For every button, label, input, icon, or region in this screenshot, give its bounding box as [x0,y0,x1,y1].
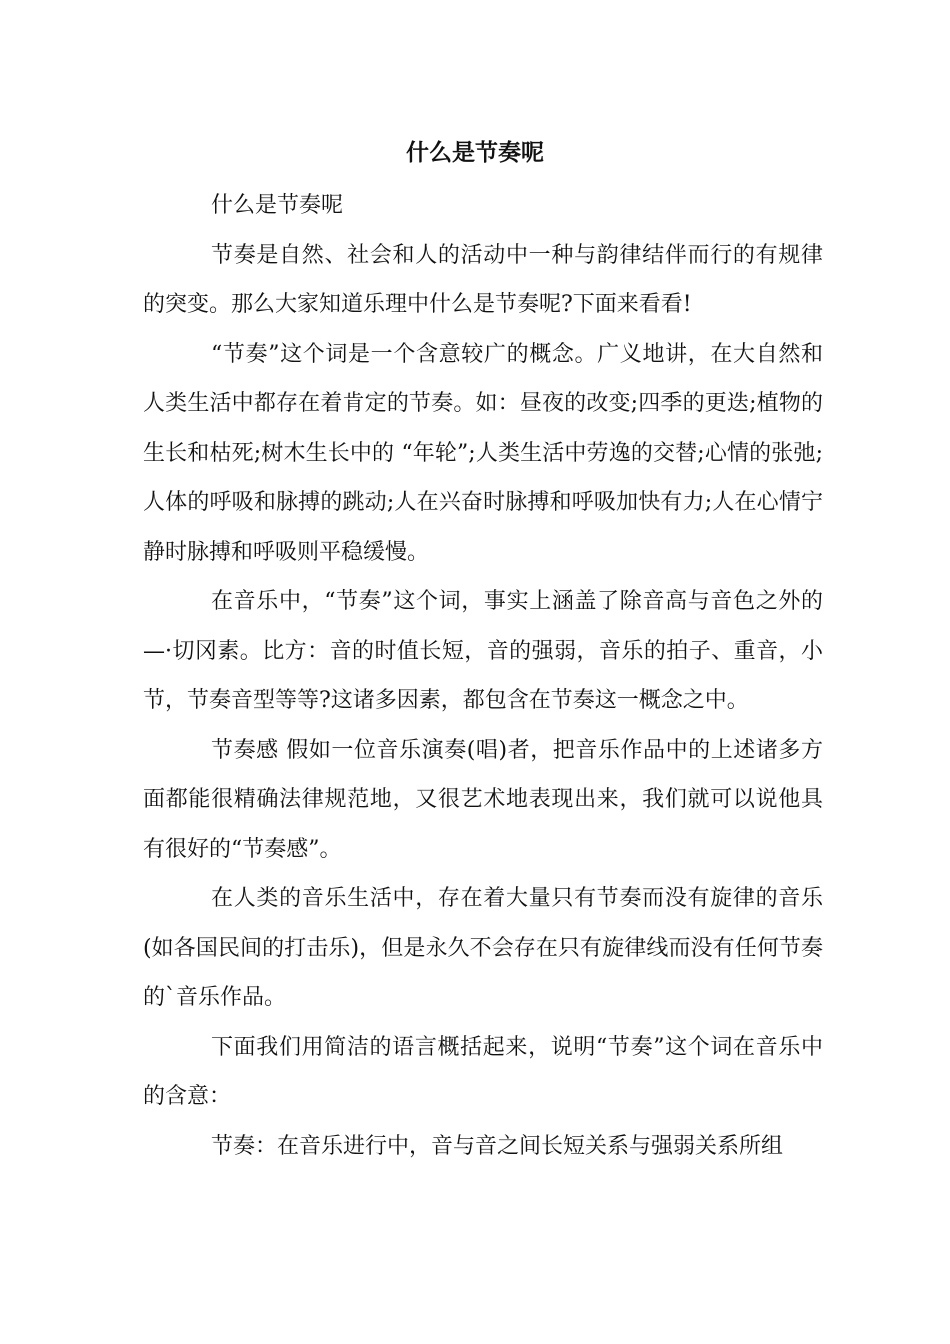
paragraph: “节奏”这个词是一个含意较广的概念。广义地讲，在大自然和人类生活中都存在着肯定的节奏。如：昼夜的改变;四季的更迭;植物的生长和枯死;树木生长中的 “年轮”;人类生活中劳逸的交替;心情的张弛;人体的呼吸和脉搏的跳动;人在兴奋时脉搏和呼吸加快有力;人在心情宁静时脉搏和呼吸则平稳缓慢。 [143,341,823,565]
paragraph: 节奏感 假如一位音乐演奏(唱)者，把音乐作品中的上述诸多方面都能很精确法律规范地，又很艺术地表现出来，我们就可以说他具有很好的“节奏感”。 [143,737,823,862]
document-title: 什么是节奏呢 [406,139,544,166]
paragraph: 节奏：在音乐进行中，音与音之间长短关系与强弱关系所组 [211,1133,784,1159]
paragraph-subtitle: 什么是节奏呢 [211,193,344,218]
document-body [143,181,823,1171]
paragraph: 下面我们用简洁的语言概括起来，说明“节奏”这个词在音乐中的含意： [143,1034,823,1109]
paragraph: 节奏是自然、社会和人的活动中一种与韵律结伴而行的有规律的突变。那么大家知道乐理中什么是节奏呢?下面来看看! [143,242,823,317]
paragraph: 在音乐中，“节奏”这个词，事实上涵盖了除音高与音色之外的—·切冈素。比方：音的时值长短，音的强弱，音乐的拍子、重音，小节，节奏音型等等?这诸多因素，都包含在节奏这一概念之中。 [143,589,823,713]
paragraph: 在人类的音乐生活中，存在着大量只有节奏而没有旋律的音乐(如各国民间的打击乐)，但是永久不会存在只有旋律线而没有任何节奏的`音乐作品。 [143,886,823,1010]
